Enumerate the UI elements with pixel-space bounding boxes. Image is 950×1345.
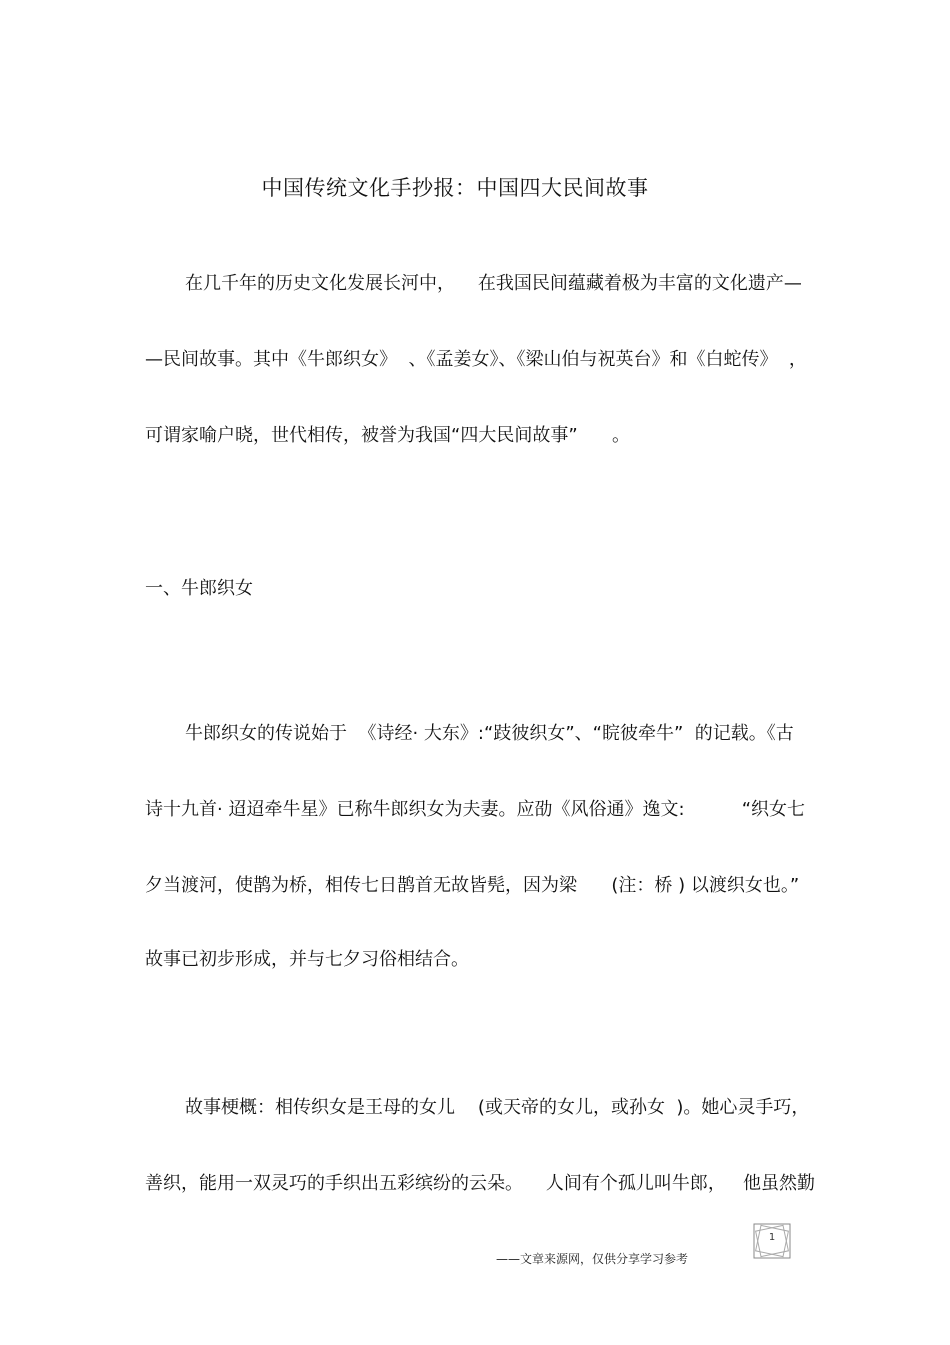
- page-title: 中国传统文化手抄报：中国四大民间故事: [261, 176, 649, 200]
- para1-line-3: 夕当渡河，使鹊为桥，相传七日鹊首无故皆髡，因为梁 (注：桥 ) 以渡织女也。”: [145, 875, 800, 896]
- para2-line-2: 善织，能用一双灵巧的手织出五彩缤纷的云朵。 人间有个孤儿叫牛郎， 他虽然勤: [145, 1173, 816, 1194]
- para1-line-2: 诗十九首· 迢迢牵牛星》已称牛郎织女为夫妻。应劭《风俗通》逸文: “织女七: [145, 799, 806, 820]
- footer-note: ——文章来源网，仅供分享学习参考: [496, 1252, 689, 1266]
- page-number: 1: [768, 1232, 776, 1243]
- para2-line-1: 故事梗概：相传织女是王母的女儿 (或天帝的女儿，或孙女 )。她心灵手巧，: [145, 1097, 810, 1118]
- intro-line-1: 在几千年的历史文化发展长河中， 在我国民间蕴藏着极为丰富的文化遗产—: [145, 273, 802, 294]
- intro-line-2: —民间故事。其中《牛郎织女》 、《孟姜女》、《梁山伯与祝英台》和《白蛇传》 ，: [145, 349, 807, 370]
- para1-line-1: 牛郎织女的传说始于 《诗经· 大东》:“跂彼织女”、“睆彼牵牛” 的记载。《古: [145, 723, 794, 744]
- page-badge: [748, 1220, 796, 1262]
- intro-line-3: 可谓家喻户晓，世代相传，被誉为我国“四大民间故事” 。: [145, 425, 630, 446]
- section-heading: 一、牛郎织女: [145, 578, 253, 599]
- para1-line-4: 故事已初步形成，并与七夕习俗相结合。: [145, 949, 469, 970]
